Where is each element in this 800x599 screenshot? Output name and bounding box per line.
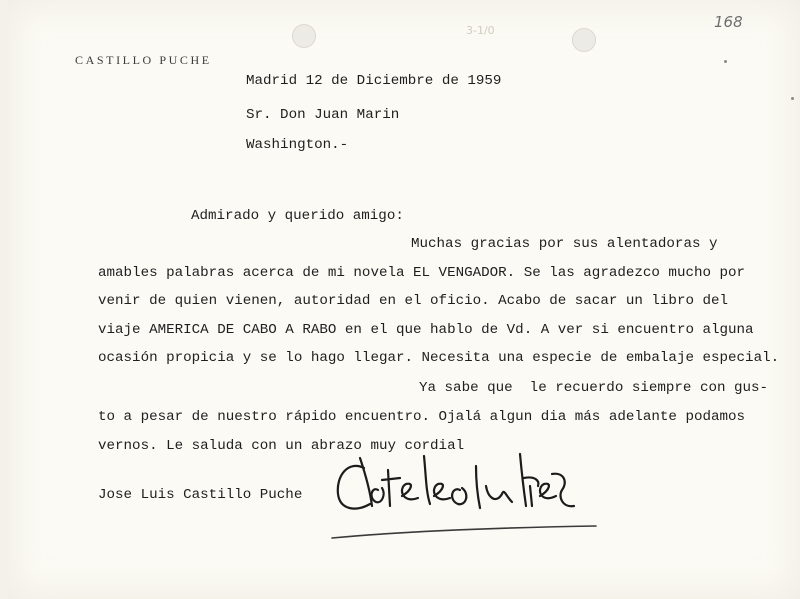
recipient-name: Sr. Don Juan Marin (246, 107, 400, 123)
body-line: venir de quien vienen, autoridad en el oficio. Acabo de sacar un libro del (98, 293, 729, 309)
faint-archive-mark: 3-1/0 (466, 24, 495, 37)
body-line: amables palabras acerca de mi novela EL VENGADOR. Se las agradezco mucho por (98, 265, 746, 281)
date-line: Madrid 12 de Diciembre de 1959 (246, 73, 502, 89)
body-line: to a pesar de nuestro rápido encuentro. Ojalá algun dia más adelante podamos (98, 409, 746, 425)
typed-signature: Jose Luis Castillo Puche (98, 487, 303, 503)
body-line: Muchas gracias por sus alentadoras y (411, 236, 718, 252)
letter-page (8, 0, 800, 599)
body-line: viaje AMERICA DE CABO A RABO en el que hablo de Vd. A ver si encuentro alguna (98, 322, 754, 338)
body-line: Ya sabe que le recuerdo siempre con gus- (419, 380, 769, 396)
letterhead: CASTILLO PUCHE (75, 53, 212, 67)
salutation: Admirado y querido amigo: (191, 208, 404, 224)
punch-hole (572, 28, 596, 52)
paper-speck (724, 60, 727, 63)
archive-number: 168 (714, 13, 743, 31)
paper-speck (791, 97, 794, 100)
recipient-city: Washington.- (246, 137, 349, 153)
body-line: ocasión propicia y se lo hago llegar. Necesita una especie de embalaje especial. (98, 350, 780, 366)
handwritten-signature (326, 446, 616, 550)
body-line: vernos. Le saluda con un abrazo muy cordial (98, 438, 465, 454)
punch-hole (292, 24, 316, 48)
